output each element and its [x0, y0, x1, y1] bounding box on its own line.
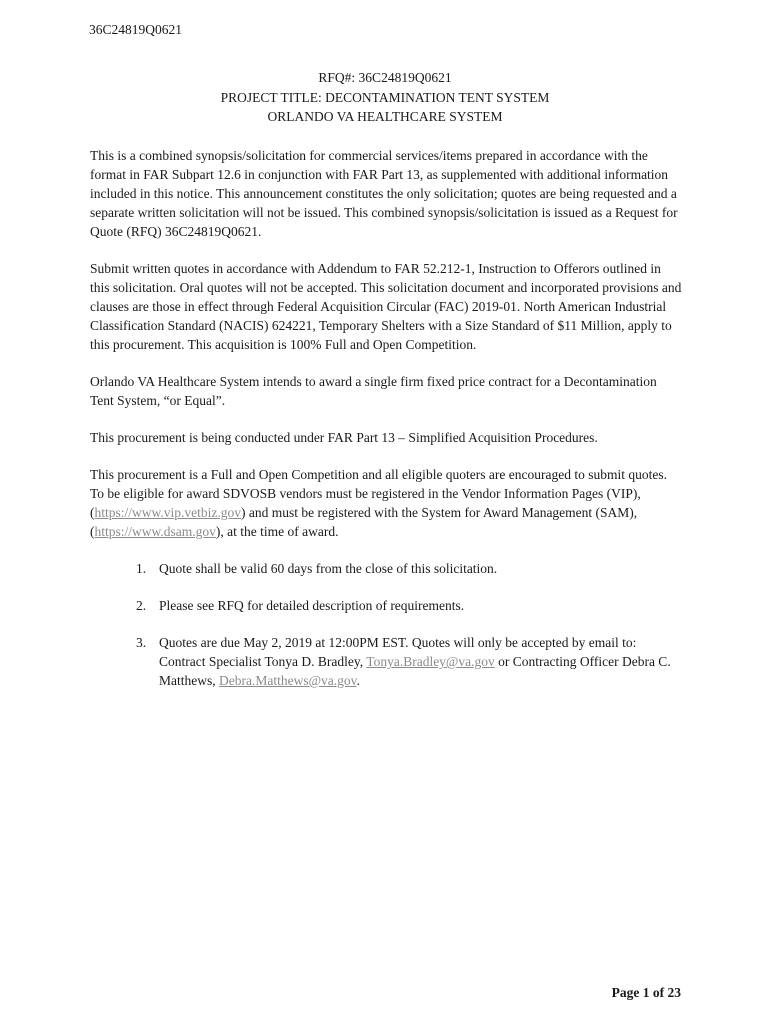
document-body — [90, 146, 682, 708]
list-item-text: Quote shall be valid 60 days from the close of this solicitation. — [159, 561, 498, 576]
requirements-list — [90, 559, 682, 690]
list-item-text: or Contracting Officer Debra C. Matthews, — [159, 654, 671, 688]
eligibility-text-3: ), at the time of award. — [215, 524, 339, 539]
paragraph-far-part: This procurement is being conducted under FAR Part 13 – Simplified Acquisition Procedures. — [90, 430, 598, 445]
list-item — [90, 559, 682, 578]
paragraph-submission: Submit written quotes in accordance with Addendum to FAR 52.212-1, Instruction to Offerors outlined in this solicitation. Oral quotes will not be accepted. This solicitation document and incorporated provisions and clauses are those in effect through Federal Acquisition Circular (FAC) 2019-01. North American Industrial Classification Standard (NACIS) 624221, Temporary Shelters with a Size Standard of $11 Million, apply to this procurement. This acquisition is 100% Full and Open Competition. — [90, 261, 682, 352]
organization-title: ORLANDO VA HEALTHCARE SYSTEM — [267, 109, 503, 124]
list-item-number: 3. — [136, 635, 147, 650]
paragraph-award-intent: Orlando VA Healthcare System intends to award a single firm fixed price contract for a Decontamination Tent System, “or Equal”. — [90, 374, 657, 408]
list-item-number: 1. — [136, 561, 147, 576]
paragraph-synopsis: This is a combined synopsis/solicitation for commercial services/items prepared in accordance with the format in FAR Subpart 12.6 in conjunction with FAR Part 13, as supplemented with additional information included in this notice. This announcement constitutes the only solicitation; quotes are being requested and a separate written solicitation will not be issued. This combined synopsis/solicitation is issued as a Request for Quote (RFQ) 36C24819Q0621. — [90, 148, 678, 239]
eligibility-text-2: ) and must be registered with the System for Award Management (SAM), ( — [90, 505, 638, 539]
paragraph-eligibility — [90, 465, 682, 541]
list-item-number: 2. — [136, 598, 147, 613]
vip-link[interactable]: https://www.vip.vetbiz.gov — [94, 505, 241, 520]
project-title: PROJECT TITLE: DECONTAMINATION TENT SYSTEM — [220, 89, 550, 105]
matthews-email-link[interactable]: Debra.Matthews@va.gov — [219, 673, 357, 688]
sam-link[interactable]: https://www.dsam.gov — [94, 524, 216, 539]
list-item — [90, 633, 682, 690]
rfq-number-title: RFQ#: 36C24819Q0621 — [318, 70, 452, 85]
list-item — [90, 596, 682, 615]
eligibility-text-1: This procurement is a Full and Open Competition and all eligible quoters are encouraged to submit quotes. To be eligible for award SDVOSB vendors must be registered in the Vendor Information Pages (VIP), ( — [90, 467, 667, 520]
bradley-email-link[interactable]: Tonya.Bradley@va.gov — [366, 654, 495, 669]
header-document-id: 36C24819Q0621 — [89, 22, 183, 37]
list-item-text: Quotes are due May 2, 2019 at 12:00PM EST. Quotes will only be accepted by email to: Contract Specialist Tonya D. Bradley, — [159, 635, 637, 669]
list-item-text: . — [356, 673, 360, 688]
list-item-text: Please see RFQ for detailed description of requirements. — [159, 598, 465, 613]
title-block — [89, 68, 681, 127]
page-number: Page 1 of 23 — [611, 985, 681, 1000]
